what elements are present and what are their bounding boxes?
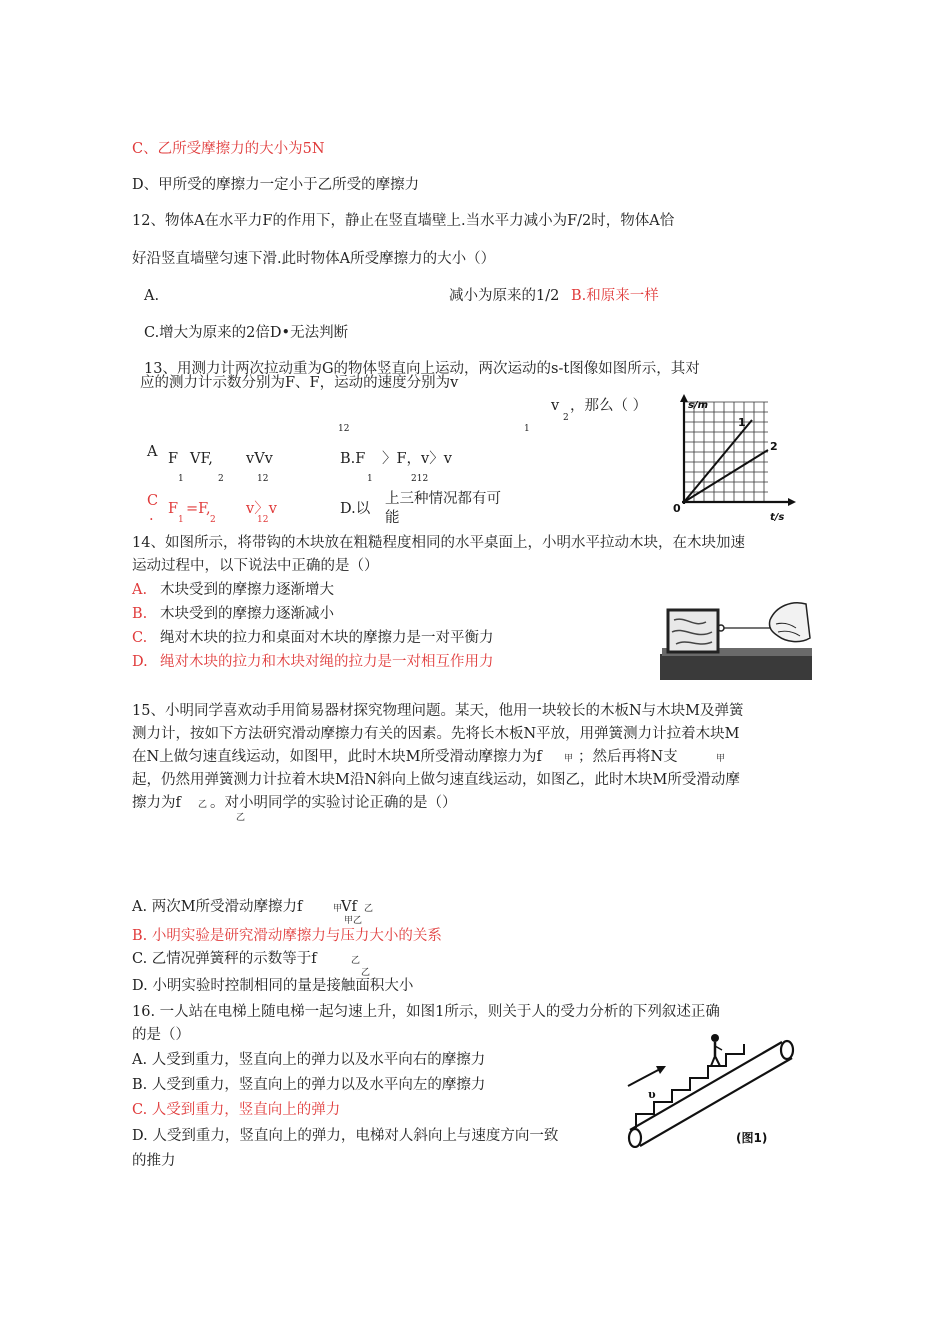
- graph-line-2-label: 2: [770, 440, 778, 453]
- q14-option-b-label: B.: [132, 606, 148, 622]
- q13-option-c-label: C: [147, 493, 159, 509]
- figure-caption: (图1): [736, 1131, 768, 1145]
- q15-option-c-under: 乙: [361, 968, 371, 978]
- q12-option-b: B.和原来一样: [571, 288, 659, 304]
- q13-sub12: 12: [338, 424, 350, 434]
- q14-option-d-label: D.: [132, 654, 148, 670]
- q13-option-c-sub2: 2: [210, 515, 216, 525]
- escalator-steps: [636, 1044, 744, 1128]
- q13-sub1: 1: [524, 424, 530, 434]
- graph-x-arrow: [788, 498, 796, 506]
- graph-y-arrow: [680, 394, 688, 402]
- q15-stem-line3-tail-sub: 甲: [716, 754, 726, 764]
- graph-line-2: [684, 450, 768, 502]
- q14-option-a-label: A.: [132, 582, 148, 598]
- q13-v2-tail: ，那么（ ）: [570, 398, 648, 414]
- q14-option-b-text: 木块受到的摩擦力逐渐减小: [160, 606, 334, 622]
- q13-option-a-sub1: 1: [178, 474, 184, 484]
- q14-block-figure: [660, 598, 812, 680]
- q14-option-c-text: 绳对木块的拉力和桌面对木块的摩擦力是一对平衡力: [160, 630, 494, 646]
- q13-option-c-f: F: [168, 501, 179, 517]
- q13-option-a-sub2: 2: [218, 474, 224, 484]
- graph-x-label: t/s: [770, 512, 785, 523]
- q12-option-cd: C.增大为原来的2倍D•无法判断: [144, 325, 349, 341]
- q15-option-a-sub1: 甲: [333, 904, 343, 914]
- q13-option-c-sub12: 12: [257, 515, 269, 525]
- q13-option-a-vf: VF,: [190, 451, 213, 467]
- q13-option-a-label: A: [147, 444, 158, 460]
- q15-stem-line3-sub: 甲: [564, 754, 574, 764]
- q16-stem-line1: 16. 一人站在电梯上随电梯一起匀速上升，如图1所示，则关于人的受力分析的下列叙述正确: [132, 1004, 720, 1020]
- graph-line-1-label: 1: [738, 416, 746, 429]
- q13-option-d-rest2: 能: [385, 510, 400, 526]
- q13-st-graph: [670, 392, 800, 524]
- hand-icon: [769, 603, 810, 642]
- q15-stem-line3-tail: ；然后再将N支: [578, 749, 678, 765]
- q16-option-a: A. 人受到重力，竖直向上的弹力以及水平向右的摩擦力: [132, 1052, 486, 1068]
- table-surface: [660, 654, 812, 680]
- q15-stem-line5-under: 乙: [236, 813, 246, 823]
- q12-option-a-text: 减小为原来的1/2: [449, 288, 560, 304]
- q13-option-b-rest: 〉F，v〉v: [382, 451, 452, 467]
- q15-stem-line1: 15、小明同学喜欢动手用简易器材探究物理问题。某天，他用一块较长的木板N与木块M及弹簧: [132, 703, 744, 719]
- q13-option-a-sub12: 12: [257, 474, 269, 484]
- q15-stem-line5-sub: 乙: [198, 800, 208, 810]
- person-icon: [711, 1034, 722, 1066]
- q16-escalator-figure: [622, 1030, 798, 1148]
- q15-stem-line4: 起，仍然用弹簧测力计拉着木块M沿N斜向上做匀速直线运动，如图乙，此时木块M所受滑动摩: [132, 772, 740, 788]
- graph-y-label: s/m: [688, 400, 709, 411]
- graph-origin: 0: [673, 502, 681, 515]
- q14-stem-line2: 运动过程中，以下说法中正确的是（）: [132, 558, 379, 574]
- q13-stem-line1: 13、用测力计两次拉动重为G的物体竖直向上运动，两次运动的s-t图像如图所示，其对: [144, 361, 700, 377]
- q12-option-a-label: A.: [144, 288, 160, 304]
- q15-stem-line2: 测力计，按如下方法研究滑动摩擦力有关的因素。先将长木板N平放，用弹簧测力计拉着木块M: [132, 726, 740, 742]
- q13-option-a-vvv: vVv: [246, 451, 273, 467]
- q12-stem-line1: 12、物体A在水平力F的作用下，静止在竖直墙壁上.当水平力减小为F/2时，物体A恰: [132, 213, 675, 229]
- q13-option-c-v: v〉v: [246, 501, 277, 517]
- q15-stem-line5-tail: 。对小明同学的实验讨论正确的是（）: [210, 795, 457, 811]
- q15-option-a-sub2: 乙: [364, 904, 374, 914]
- q13-option-c-sub1: 1: [178, 515, 184, 525]
- q14-stem-line1: 14、如图所示，将带钩的木块放在粗糙程度相同的水平桌面上，小明水平拉动木块，在木块加速: [132, 535, 745, 551]
- q15-option-a-mid: Vf: [341, 899, 357, 915]
- q15-stem-line5: 擦力为f: [132, 795, 181, 811]
- q15-option-c-sub: 乙: [351, 956, 361, 966]
- q13-stem-line2: 应的测力计示数分别为F、F，运动的速度分别为v: [140, 375, 459, 391]
- q13-option-c-dot: .: [149, 508, 154, 524]
- q13-option-b-sub212: 212: [411, 474, 429, 484]
- q16-option-d-line1: D. 人受到重力，竖直向上的弹力，电梯对人斜向上与速度方向一致: [132, 1128, 559, 1144]
- velocity-label: υ: [648, 1088, 656, 1101]
- q16-option-d-line2: 的推力: [132, 1153, 176, 1169]
- q13-option-b: B.F: [340, 451, 366, 467]
- q13-v2-sub: 2: [563, 413, 569, 423]
- q13-stem-line2-clipped: [140, 372, 780, 394]
- q15-option-b: B. 小明实验是研究滑动摩擦力与压力大小的关系: [132, 928, 442, 944]
- q16-option-b: B. 人受到重力，竖直向上的弹力以及水平向左的摩擦力: [132, 1077, 486, 1093]
- q15-stem-line3: 在N上做匀速直线运动，如图甲，此时木块M所受滑动摩擦力为f: [132, 749, 542, 765]
- q15-option-a-under: 甲乙: [344, 916, 363, 926]
- q15-option-c: C. 乙情况弹簧秤的示数等于f: [132, 951, 317, 967]
- q11-option-c: C、乙所受摩擦力的大小为5N: [132, 141, 325, 157]
- q14-option-a-text: 木块受到的摩擦力逐渐增大: [160, 582, 334, 598]
- q13-option-a-f: F: [168, 451, 179, 467]
- q15-option-a: A. 两次M所受滑动摩擦力f: [132, 899, 303, 915]
- q13-option-d: D.以: [340, 501, 371, 517]
- q14-option-c-label: C.: [132, 630, 148, 646]
- q16-option-c: C. 人受到重力，竖直向上的弹力: [132, 1102, 341, 1118]
- velocity-arrow: [628, 1068, 662, 1086]
- q13-option-c-eq: =F,: [186, 501, 211, 517]
- q11-option-d: D、甲所受的摩擦力一定小于乙所受的摩擦力: [132, 177, 420, 193]
- q13-option-b-sub1: 1: [367, 474, 373, 484]
- q13-option-d-rest1: 上三种情况都有可: [385, 491, 501, 507]
- q16-stem-line2: 的是（）: [132, 1027, 190, 1043]
- q15-option-d: D. 小明实验时控制相同的量是接触面积大小: [132, 978, 414, 994]
- q14-option-d-text: 绳对木块的拉力和木块对绳的拉力是一对相互作用力: [160, 654, 494, 670]
- q13-v2: v: [551, 398, 560, 414]
- q12-stem-line2: 好沿竖直墙壁匀速下滑.此时物体A所受摩擦力的大小（）: [132, 251, 496, 267]
